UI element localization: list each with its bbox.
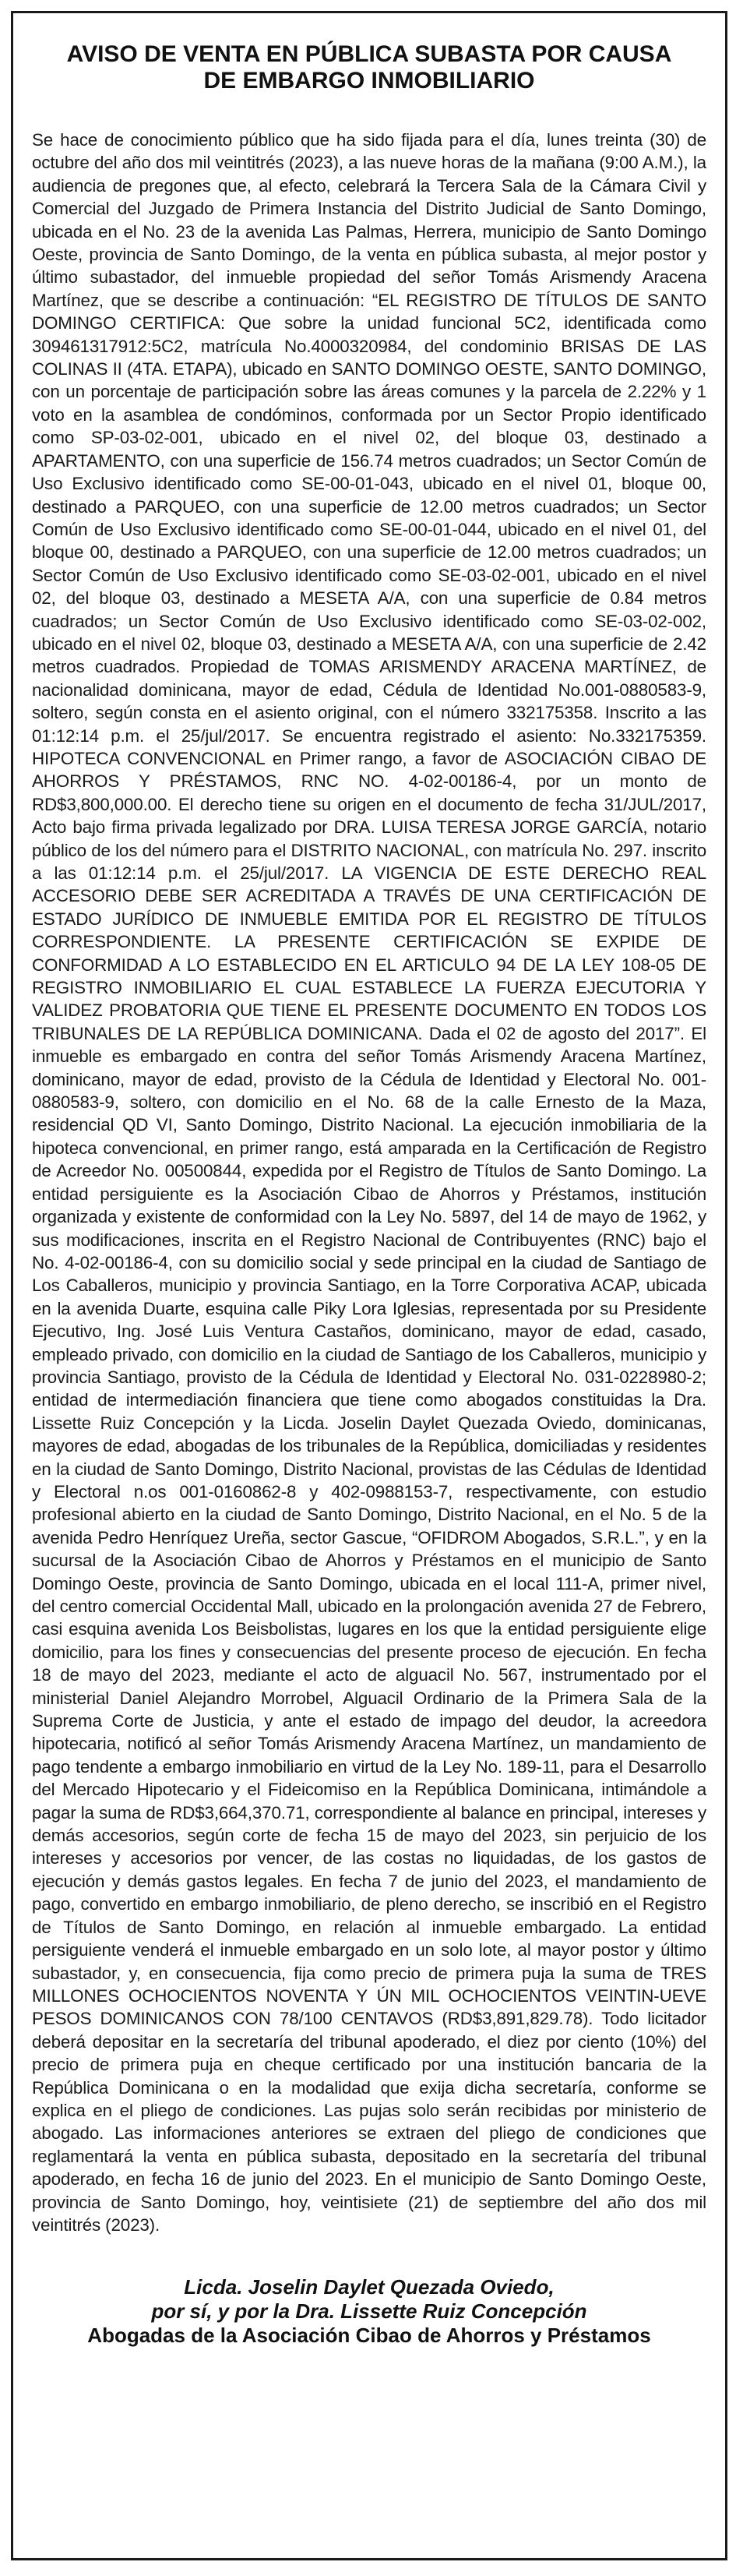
notice-title-line-1: AVISO DE VENTA EN PÚBLICA SUBASTA POR CAUSA: [66, 41, 672, 67]
signature-block: [13, 2275, 725, 2348]
signature-name: Licda. Joselin Daylet Quezada Oviedo,: [184, 2275, 555, 2299]
signature-role: Abogadas de la Asociación Cibao de Ahorros y Préstamos: [87, 2324, 651, 2348]
signature-on-behalf: por sí, y por la Dra. Lissette Ruiz Concepción: [151, 2299, 587, 2324]
notice-frame: [11, 11, 727, 2560]
notice-title-line-2: DE EMBARGO INMOBILIARIO: [203, 68, 535, 94]
notice-title: [29, 41, 710, 94]
notice-paragraph: Se hace de conocimiento público que ha sido fijada para el día, lunes treinta (30) de octubre del año dos mil veintitrés (2023), a las nueve horas de la mañana (9:00 A.M.), la audiencia de pregones que, al efecto, celebrará la Tercera Sala de la Cámara Civil y Comercial del Juzgado de Primera Instancia del Distrito Judicial de Santo Domingo, ubicada en el No. 23 de la avenida Las Palmas, Herrera, municipio de Santo Domingo Oeste, provincia de Santo Domingo, de la venta en pública subasta, al mejor postor y último subastador, del inmueble propiedad del señor Tomás Arismendy Aracena Martínez, que se describe a continuación: “EL REGISTRO DE TÍTULOS DE SANTO DOMINGO CERTIFICA: Que sobre la unidad funcional 5C2, identificada como 309461317912:5C2, matrícula No.4000320984, del condominio BRISAS DE LAS COLINAS II (4TA. ETAPA), ubicado en SANTO DOMINGO OESTE, SANTO DOMINGO, con un porcentaje de participación sobre las áreas comunes y la parcela de 2.22% y 1 voto en la asamblea de condóminos, conformada por un Sector Propio identificado como SP-03-02-001, ubicado en el nivel 02, del bloque 03, destinado a APARTAMENTO, con una superficie de 156.74 metros cuadrados; un Sector Común de Uso Exclusivo identificado como SE-00-01-043, ubicado en el nivel 01, bloque 00, destinado a PARQUEO, con una superficie de 12.00 metros cuadrados; un Sector Común de Uso Exclusivo identificado como SE-00-01-044, ubicado en el nivel 01, del bloque 00, destinado a PARQUEO, con una superficie de 12.00 metros cuadrados; un Sector Común de Uso Exclusivo identificado como SE-03-02-001, ubicado en el nivel 02, del bloque 03, destinado a MESETA A/A, con una superficie de 0.84 metros cuadrados; un Sector Común de Uso Exclusivo identificado como SE-03-02-002, ubicado en el nivel 02, bloque 03, destinado a MESETA A/A, con una superficie de 2.42 metros cuadrados. Propiedad de TOMAS ARISMENDY ARACENA MARTÍNEZ, de nacionalidad dominicana, mayor de edad, Cédula de Identidad No.001-0880583-9, soltero, según consta en el asiento original, con el número 332175358. Inscrito a las 01:12:14 p.m. el 25/jul/2017. Se encuentra registrado el asiento: No.332175359. HIPOTECA CONVENCIONAL en Primer rango, a favor de ASOCIACIÓN CIBAO DE AHORROS Y PRÉSTAMOS, RNC NO. 4-02-00186-4, por un monto de RD$3,800,000.00. El derecho tiene su origen en el documento de fecha 31/JUL/2017, Acto bajo firma privada legalizado por DRA. LUISA TERESA JORGE GARCÍA, notario público de los del número para el DISTRITO NACIONAL, con matrícula No. 297. inscrito a las 01:12:14 p.m. el 25/jul/2017. LA VIGENCIA DE ESTE DERECHO REAL ACCESORIO DEBE SER ACREDITADA A TRAVÉS DE UNA CERTIFICACIÓN DE ESTADO JURÍDICO DE INMUEBLE EMITIDA POR EL REGISTRO DE TÍTULOS CORRESPONDIENTE. LA PRESENTE CERTIFICACIÓN SE EXPIDE DE CONFORMIDAD A LO ESTABLECIDO EN EL ARTICULO 94 DE LA LEY 108-05 DE REGISTRO INMOBILIARIO EL CUAL ESTABLECE LA FUERZA EJECUTORIA Y VALIDEZ PROBATORIA QUE TIENE EL PRESENTE DOCUMENTO EN TODOS LOS TRIBUNALES DE LA REPÚBLICA DOMINICANA. Dada el 02 de agosto del 2017”. El inmueble es embargado en contra del señor Tomás Arismendy Aracena Martínez, dominicano, mayor de edad, provisto de la Cédula de Identidad y Electoral No. 001-0880583-9, soltero, con domicilio en el No. 68 de la calle Ernesto de la Maza, residencial QD VI, Santo Domingo, Distrito Nacional. La ejecución inmobiliaria de la hipoteca convencional, en primer rango, está amparada en la Certificación de Registro de Acreedor No. 00500844, expedida por el Registro de Títulos de Santo Domingo. La entidad persiguiente es la Asociación Cibao de Ahorros y Préstamos, institución organizada y existente de conformidad con la Ley No. 5897, del 14 de mayo de 1962, y sus modificaciones, inscrita en el Registro Nacional de Contribuyentes (RNC) bajo el No. 4-02-00186-4, con su domicilio social y sede principal en la ciudad de Santiago de Los Caballeros, municipio y provincia Santiago, en la Torre Corporativa ACAP, ubicada en la avenida Duarte, esquina calle Piky Lora Iglesias, representada por su Presidente Ejecutivo, Ing. José Luis Ventura Castaños, dominicano, mayor de edad, casado, empleado privado, con domicilio en la ciudad de Santiago de los Caballeros, municipio y provincia Santiago, provisto de la Cédula de Identidad y Electoral No. 031-0228980-2; entidad de intermediación financiera que tiene como abogados constituidas la Dra. Lissette Ruiz Concepción y la Licda. Joselin Daylet Quezada Oviedo, dominicanas, mayores de edad, abogadas de los tribunales de la República, domiciliadas y residentes en la ciudad de Santo Domingo, Distrito Nacional, provistas de las Cédulas de Identidad y Electoral n.os 001-0160862-8 y 402-0988153-7, respectivamente, con estudio profesional abierto en la ciudad de Santo Domingo, Distrito Nacional, en el No. 5 de la avenida Pedro Henríquez Ureña, sector Gascue, “OFIDROM Abogados, S.R.L.”, y en la sucursal de la Asociación Cibao de Ahorros y Préstamos en el municipio de Santo Domingo Oeste, provincia de Santo Domingo, ubicada en el local 111-A, primer nivel, del centro comercial Occidental Mall, ubicado en la prolongación avenida 27 de Febrero, casi esquina avenida Los Beisbolistas, lugares en los que la entidad persiguiente elige domicilio, para los fines y consecuencias del presente proceso de ejecución. En fecha 18 de mayo del 2023, mediante el acto de alguacil No. 567, instrumentado por el ministerial Daniel Alejandro Morrobel, Alguacil Ordinario de la Primera Sala de la Suprema Corte de Justicia, y ante el estado de impago del deudor, la acreedora hipotecaria, notificó al señor Tomás Arismendy Aracena Martínez, un mandamiento de pago tendente a embargo inmobiliario en virtud de la Ley No. 189-11, para el Desarrollo del Mercado Hipotecario y el Fideicomiso en la República Dominicana, intimándole a pagar la suma de RD$3,664,370.71, correspondiente al balance en principal, intereses y demás accesorios, según corte de fecha 15 de mayo del 2023, sin perjuicio de los intereses y accesorios por vencer, de las costas no liquidadas, de los gastos de ejecución y demás gastos legales. En fecha 7 de junio del 2023, el mandamiento de pago, convertido en embargo inmobiliario, de pleno derecho, se inscribió en el Registro de Títulos de Santo Domingo, en relación al inmueble embargado. La entidad persiguiente venderá el inmueble embargado en un solo lote, al mayor postor y último subastador, y, en consecuencia, fija como precio de primera puja la suma de TRES MILLONES OCHOCIENTOS NOVENTA Y ÚN MIL OCHOCIENTOS VEINTIN-UEVE PESOS DOMINICANOS CON 78/100 CENTAVOS (RD$3,891,829.78). Todo licitador deberá depositar en la secretaría del tribunal apoderado, el diez por ciento (10%) del precio de primera puja en cheque certificado por una institución bancaria de la República Dominicana o en la modalidad que exija dicha secretaría, conforme se explica en el pliego de condiciones. Las pujas solo serán recibidas por ministerio de abogado. Las informaciones anteriores se extraen del pliego de condiciones que reglamentará la venta en pública subasta, depositado en la secretaría del tribunal apoderado, en fecha 16 de junio del 2023. En el municipio de Santo Domingo Oeste, provincia de Santo Domingo, hoy, veintisiete (21) de septiembre del año dos mil veintitrés (2023).: [32, 130, 706, 2235]
notice-body: [32, 129, 706, 2236]
